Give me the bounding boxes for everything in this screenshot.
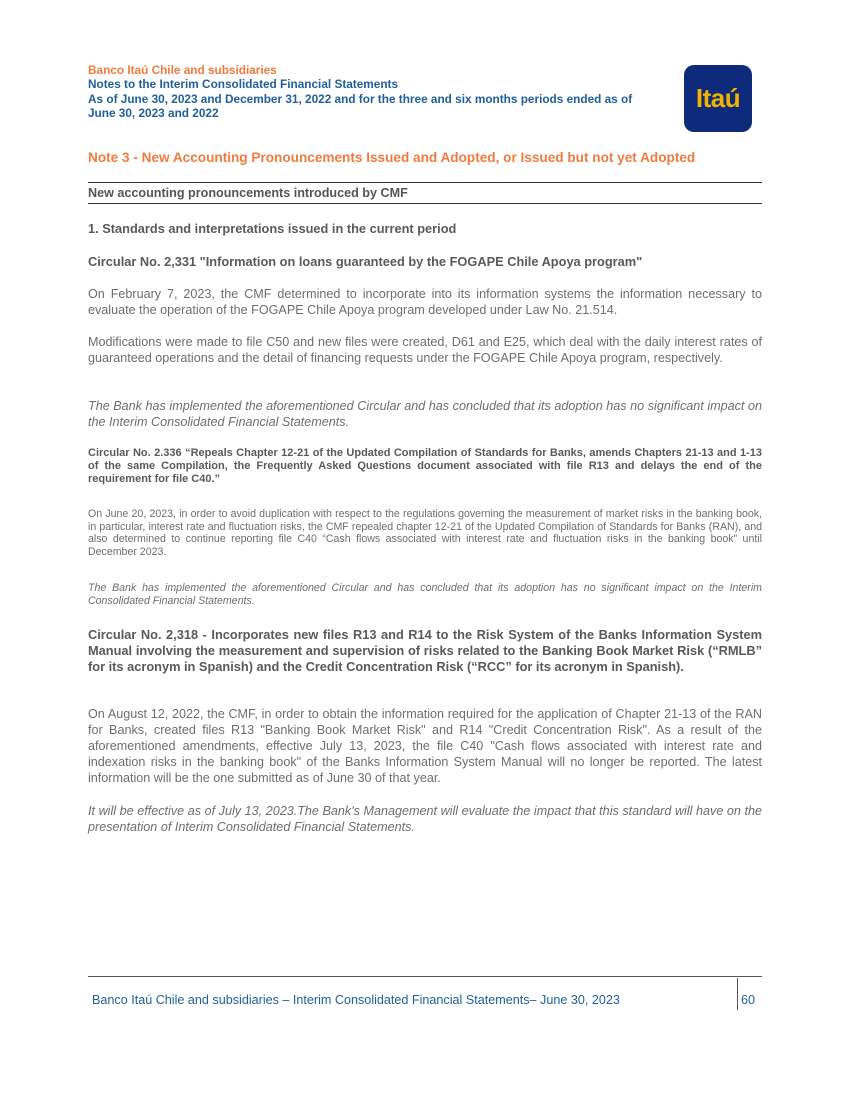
period-line-1: As of June 30, 2023 and December 31, 2022 and for the three and six months periods ended as of [88,91,633,106]
itau-logo [684,65,752,132]
circular-2331-title: Circular No. 2,331 "Information on loans guaranteed by the FOGAPE Chile Apoya program" [88,254,643,269]
footer-text: Banco Itaú Chile and subsidiaries – Interim Consolidated Financial Statements– June 30, 2023 [92,993,620,1007]
document-header [88,63,688,121]
circular-2318-title: Circular No. 2,318 - Incorporates new files R13 and R14 to the Risk System of the Banks Information System Manual involving the measurement and supervision of risks related to the Banking Book Market Risk (“RMLB” for its acronym in Spanish) and the Credit Concentration Risk (“RCC” for its acronym in Spanish). [88,627,762,675]
note-title: Note 3 - New Accounting Pronouncements Issued and Adopted, or Issued but not yet Adopted [88,150,696,165]
circular-2331-paragraph-1: On February 7, 2023, the CMF determined to incorporate into its information systems the information necessary to evaluate the operation of the FOGAPE Chile Apoya program developed under Law No. 21.514. [88,287,762,317]
company-name: Banco Itaú Chile and subsidiaries [88,63,277,77]
page-number: 60 [741,993,756,1007]
circular-2336-title: Circular No. 2.336 “Repeals Chapter 12-21 of the Updated Compilation of Standards for Banks, amends Chapters 21-13 and 1-13 of the same Compilation, the Frequently Asked Questions document associated with file R13 and delays the end of the requirement for file C40.” [88,447,762,485]
circular-2336-paragraph-1: On June 20, 2023, in order to avoid duplication with respect to the regulations governing the measurement of market risks in the banking book, in particular, interest rate and fluctuation risks, the CMF repealed chapter 12-21 of the Updated Compilation of Standards for Banks (RAN), and also determined to continue reporting file C40 “Cash flows associated with interest rate and fluctuation risks in the banking book” until December 2023. [88,508,762,558]
subsection-title: 1. Standards and interpretations issued in the current period [88,221,457,236]
period-line-2: June 30, 2023 and 2022 [88,106,219,121]
footer-separator [737,978,738,1010]
circular-2318-paragraph-1: On August 12, 2022, the CMF, in order to obtain the information required for the application of Chapter 21-13 of the RAN for Banks, created files R13 "Banking Book Market Risk" and R14 "Credit Concentration Risk". As a result of the aforementioned amendments, effective July 13, 2023, the file C40 "Cash flows associated with interest rate and indexation risks in the banking book" of the Banks Information System Manual will no longer be reported. The latest information will be the one submitted as of June 30 of that year. [88,707,762,785]
footer-divider [88,976,762,977]
document-title: Notes to the Interim Consolidated Financial Statements [88,77,399,92]
logo-text: Itaú [695,83,741,113]
section-header-box [88,182,762,204]
section-title: New accounting pronouncements introduced by CMF [88,186,408,200]
circular-2331-conclusion: The Bank has implemented the aforementioned Circular and has concluded that its adoption has no significant impact on the Interim Consolidated Financial Statements. [88,399,762,429]
circular-2331-paragraph-2: Modifications were made to file C50 and new files were created, D61 and E25, which deal with the daily interest rates of guaranteed operations and the detail of financing requests under the FOGAPE Chile Apoya program, respectively. [88,335,762,365]
circular-2336-conclusion: The Bank has implemented the aforementioned Circular and has concluded that its adoption has no significant impact on the Interim Consolidated Financial Statements. [88,582,762,607]
circular-2318-conclusion: It will be effective as of July 13, 2023.The Bank's Management will evaluate the impact that this standard will have on the presentation of Interim Consolidated Financial Statements. [88,804,762,834]
